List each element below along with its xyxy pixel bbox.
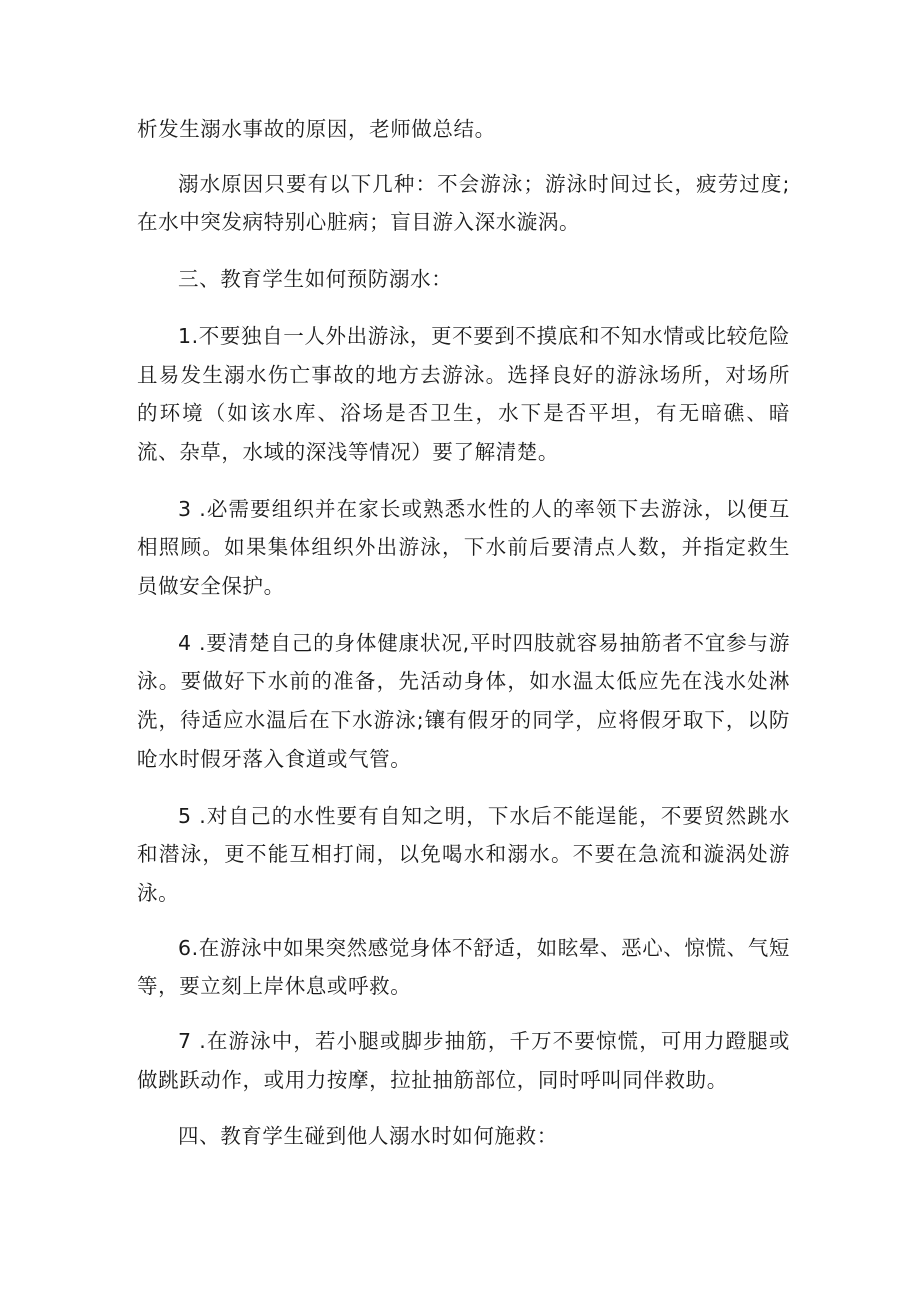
list-item-1: 1.不要独自一人外出游泳，更不要到不摸底和不知水情或比较危险且易发生溺水伤亡事故的地方去游泳。选择良好的游泳场所，对场所的环境（如该水库、浴场是否卫生，水下是否平坦，有无暗礁、暗流、杂草，水域的深浅等情况）要了解清楚。 [137, 323, 790, 464]
list-item-3: 3 .必需要组织并在家长或熟悉水性的人的率领下去游泳，以便互相照顾。如果集体组织外出游泳，下水前后要清点人数，并指定救生员做安全保护。 [137, 496, 790, 599]
paragraph-drowning-causes: 溺水原因只要有以下几种：不会游泳；游泳时间过长，疲劳过度;在水中突发病特别心脏病；盲目游入深水漩涡。 [137, 171, 790, 235]
list-item-6: 6.在游泳中如果突然感觉身体不舒适，如眩晕、恶心、惊慌、气短等，要立刻上岸休息或呼救。 [137, 935, 790, 999]
paragraph-cause-summary: 析发生溺水事故的原因，老师做总结。 [137, 117, 496, 141]
document-page [137, 110, 790, 1156]
heading-rescue: 四、教育学生碰到他人溺水时如何施救： [178, 1124, 558, 1149]
list-item-5: 5 .对自己的水性要有自知之明，下水后不能逞能，不要贸然跳水和潜泳，更不能互相打闹，以免喝水和溺水。不要在急流和漩涡处游泳。 [137, 803, 790, 905]
list-item-7: 7 .在游泳中，若小腿或脚步抽筋，千万不要惊慌，可用力蹬腿或做跳跃动作，或用力按摩，拉扯抽筋部位，同时呼叫同伴救助。 [137, 1029, 790, 1092]
list-item-4: 4 .要清楚自己的身体健康状况,平时四肢就容易抽筋者不宜参与游泳。要做好下水前的准备，先活动身体，如水温太低应先在浅水处淋洗，待适应水温后在下水游泳;镶有假牙的同学，应将假牙取下，以防呛水时假牙落入食道或气管。 [137, 630, 790, 771]
heading-prevention: 三、教育学生如何预防溺水： [178, 267, 453, 292]
